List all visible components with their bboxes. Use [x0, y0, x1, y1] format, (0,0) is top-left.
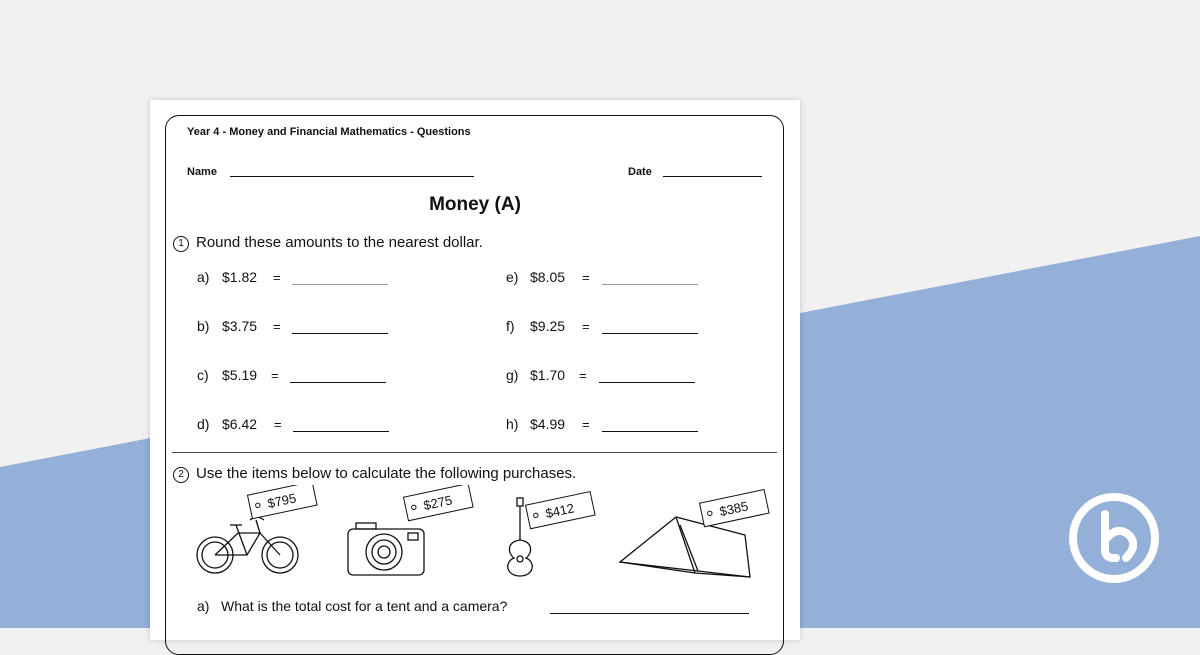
item-d-amount: $6.42 — [222, 416, 258, 432]
item-c-equals: = — [271, 368, 279, 383]
question-2a-text: What is the total cost for a tent and a camera? — [221, 598, 508, 614]
item-d-letter: d) — [197, 416, 210, 432]
item-e-amount: $8.05 — [530, 269, 566, 285]
question-2-text: Use the items below to calculate the following purchases. — [196, 465, 577, 482]
name-label: Name — [187, 166, 217, 178]
price-tag-guitar — [526, 492, 596, 529]
question-1-text: Round these amounts to the nearest dollar. — [196, 234, 483, 251]
question-1-number: 1 — [173, 236, 189, 252]
item-g-equals: = — [579, 368, 587, 383]
item-f-answer-line[interactable] — [602, 333, 698, 334]
item-a-letter: a) — [197, 269, 210, 285]
worksheet-title: Money (A) — [429, 194, 521, 215]
item-c-amount: $5.19 — [222, 367, 258, 383]
item-a-answer-line[interactable] — [292, 284, 388, 285]
bicycle-icon — [197, 517, 298, 573]
question-2-number: 2 — [173, 467, 189, 483]
item-e-letter: e) — [506, 269, 519, 285]
products-illustration — [150, 485, 800, 580]
date-field-line[interactable] — [663, 176, 762, 177]
item-f-equals: = — [582, 319, 590, 334]
item-b-answer-line[interactable] — [292, 333, 388, 334]
price-tent: $385 — [718, 498, 750, 520]
item-h-amount: $4.99 — [530, 416, 566, 432]
item-a-amount: $1.82 — [222, 269, 258, 285]
question-2a-answer-line[interactable] — [550, 613, 749, 614]
item-f-letter: f) — [506, 318, 515, 334]
worksheet-header: Year 4 - Money and Financial Mathematics - Questions — [187, 126, 471, 138]
price-tag-tent — [700, 490, 770, 527]
teach-starter-logo-icon[interactable] — [1068, 492, 1160, 584]
item-c-letter: c) — [197, 367, 209, 383]
item-h-equals: = — [582, 417, 590, 432]
item-b-amount: $3.75 — [222, 318, 258, 334]
item-d-equals: = — [274, 417, 282, 432]
name-field-line[interactable] — [230, 176, 474, 177]
item-f-amount: $9.25 — [530, 318, 566, 334]
item-b-equals: = — [273, 319, 281, 334]
item-a-equals: = — [273, 270, 281, 285]
item-g-answer-line[interactable] — [599, 382, 695, 383]
item-h-answer-line[interactable] — [602, 431, 698, 432]
item-b-letter: b) — [197, 318, 210, 334]
item-d-answer-line[interactable] — [293, 431, 389, 432]
worksheet-page — [150, 100, 800, 640]
price-tag-bicycle — [248, 485, 318, 519]
date-label: Date — [628, 166, 652, 178]
section-divider — [172, 452, 777, 453]
item-c-answer-line[interactable] — [290, 382, 386, 383]
item-h-letter: h) — [506, 416, 519, 432]
item-g-amount: $1.70 — [530, 367, 566, 383]
price-guitar: $412 — [544, 500, 576, 522]
item-e-answer-line[interactable] — [602, 284, 698, 285]
item-e-equals: = — [582, 270, 590, 285]
tent-icon — [620, 517, 750, 577]
price-tag-camera — [404, 485, 474, 521]
camera-icon — [348, 523, 424, 575]
price-bicycle: $795 — [266, 490, 298, 512]
question-2a-letter: a) — [197, 598, 210, 614]
price-camera: $275 — [422, 492, 454, 514]
item-g-letter: g) — [506, 367, 519, 383]
